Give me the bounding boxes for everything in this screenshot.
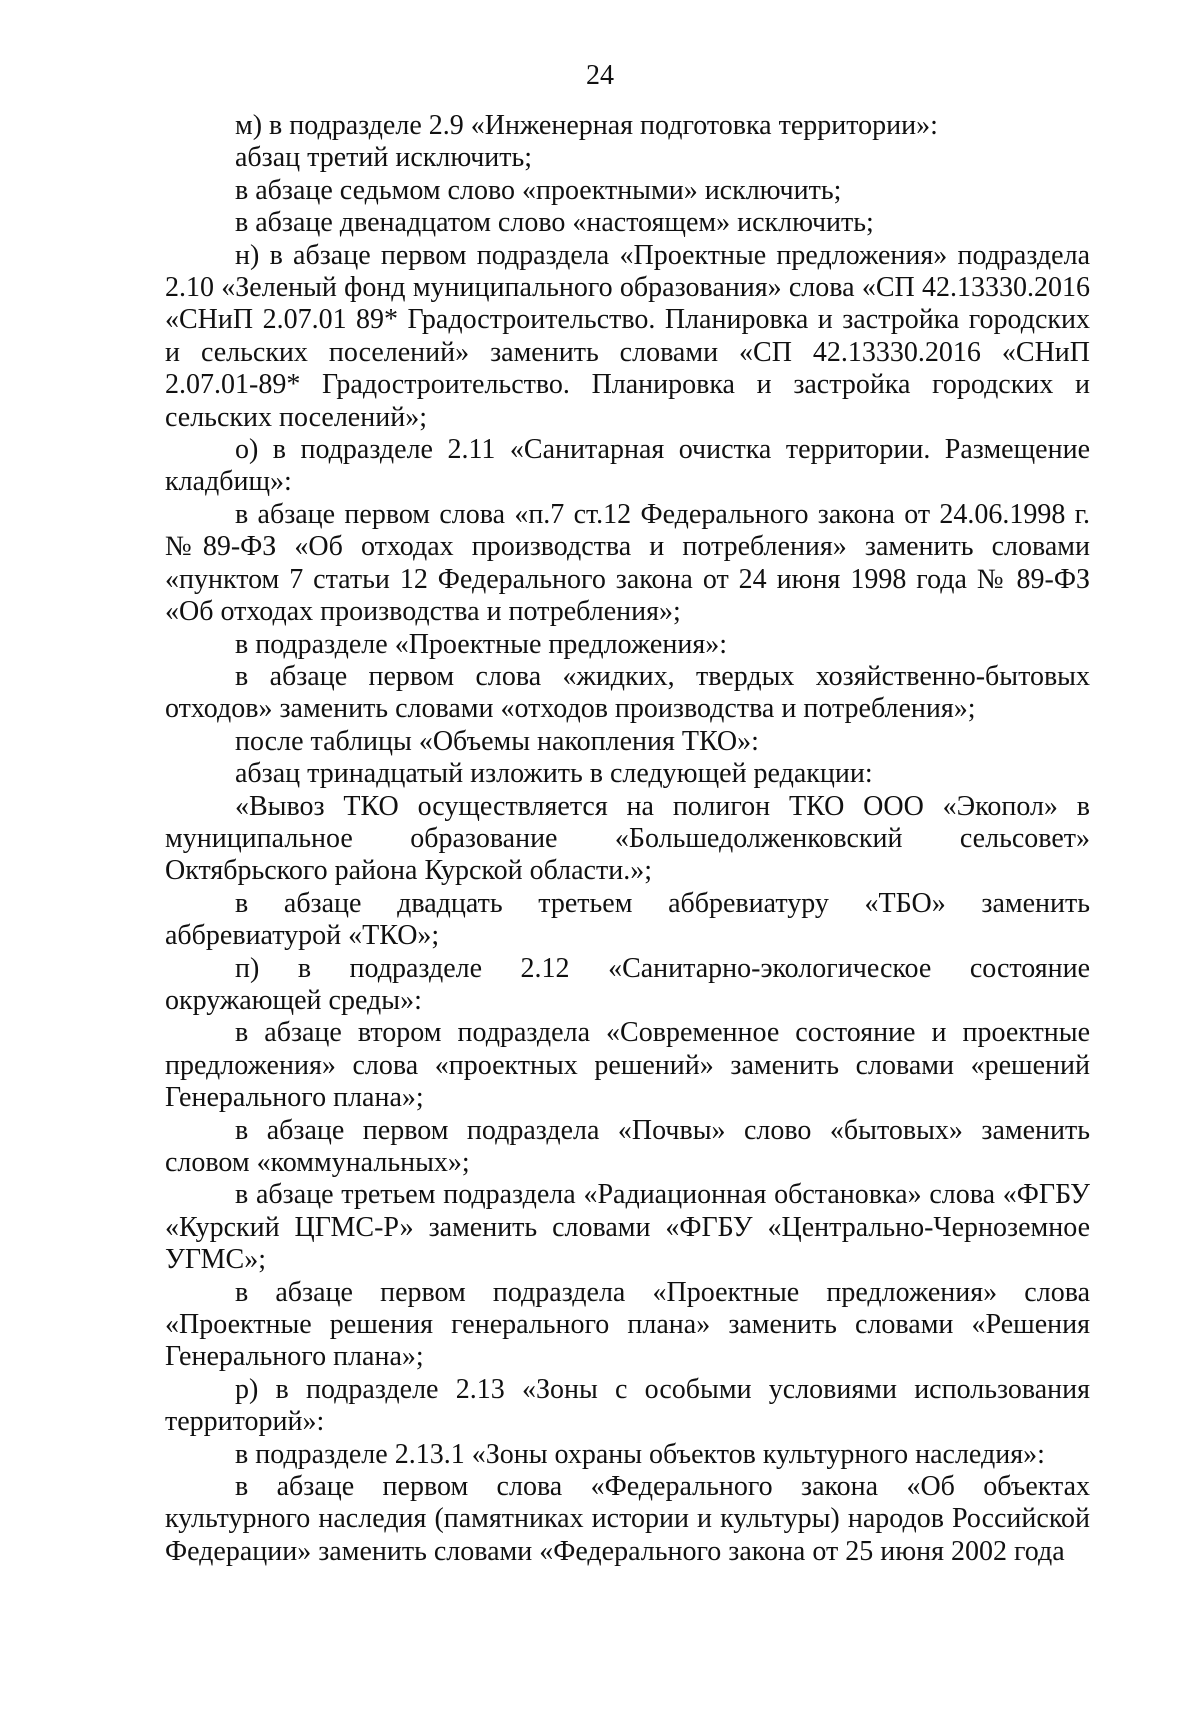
paragraph: после таблицы «Объемы накопления ТКО»: (235, 725, 759, 757)
paragraph: о) в подразделе 2.11 «Санитарная очистка территории. Размещение кладбищ»: (165, 434, 1090, 498)
paragraph: абзац третий исключить; (235, 142, 533, 174)
paragraph: «Вывоз ТКО осуществляется на полигон ТКО ООО «Экопол» в муниципальное образование «Большедолженковский сельсовет» Октябрьского района Курской области.»; (165, 790, 1090, 887)
paragraph: р) в подразделе 2.13 «Зоны с особыми условиями использования территорий»: (165, 1373, 1090, 1438)
page-number: 24 (586, 60, 614, 91)
paragraph: в абзаце седьмом слово «проектными» исключить; (235, 174, 842, 206)
paragraph: в абзаце первом слова «жидких, твердых хозяйственно-бытовых отходов» заменить словами «отходов производства и потребления»; (165, 660, 1090, 725)
paragraph: в абзаце втором подраздела «Современное состояние и проектные предложения» слова «проектных решений» заменить словами «решений Генерального плана»; (165, 1017, 1090, 1114)
paragraph: в подразделе 2.13.1 «Зоны охраны объектов культурного наследия»: (235, 1438, 1045, 1470)
paragraph: п) в подразделе 2.12 «Санитарно-экологическое состояние окружающей среды»: (165, 952, 1090, 1016)
paragraph: м) в подразделе 2.9 «Инженерная подготовка территории»: (235, 110, 938, 141)
paragraph: абзац тринадцатый изложить в следующей редакции: (235, 758, 873, 790)
paragraph: в абзаце первом слова «п.7 ст.12 Федерального закона от 24.06.1998 г. №89-ФЗ «Об отходах производства и потребления» заменить словами «пунктом 7 статьи 12 Федерального закона от 24 июня 1998 года № 89-ФЗ «Об отходах производства и потребления»; (165, 498, 1090, 628)
paragraph: в абзаце первом подраздела «Проектные предложения» слова «Проектные решения генерального плана» заменить словами «Решения Генерального плана»; (165, 1276, 1090, 1373)
paragraph: в абзаце первом подраздела «Почвы» слово «бытовых» заменить словом «коммунальных»; (165, 1114, 1090, 1178)
paragraph: в абзаце третьем подраздела «Радиационная обстановка» слова «ФГБУ «Курский ЦГМС-Р» заменить словами «ФГБУ «Центрально-Черноземное УГМС»; (165, 1179, 1090, 1276)
paragraph: в абзаце двадцать третьем аббревиатуру «ТБО» заменить аббревиатурой «ТКО»; (165, 887, 1090, 952)
paragraph: в подразделе «Проектные предложения»: (235, 628, 727, 660)
paragraph: н) в абзаце первом подраздела «Проектные предложения» подраздела 2.10 «Зеленый фонд муниципального образования» слова «СП 42.13330.2016 «СНиП 2.07.01 89* Градостроительство. Планировка и застройка городских и сельских поселений» заменить словами «СП 42.13330.2016 «СНиП 2.07.01-89* Градостроительство. Планировка и застройка городских и сельских поселений»; (165, 239, 1090, 433)
paragraph: в абзаце первом слова «Федерального закона «Об объектах культурного наследия (памятниках истории и культуры) народов Российской Федерации» заменить словами «Федерального закона от 25 июня 2002 года (165, 1471, 1090, 1567)
paragraph: в абзаце двенадцатом слово «настоящем» исключить; (235, 207, 874, 239)
document-body (165, 110, 1090, 1568)
